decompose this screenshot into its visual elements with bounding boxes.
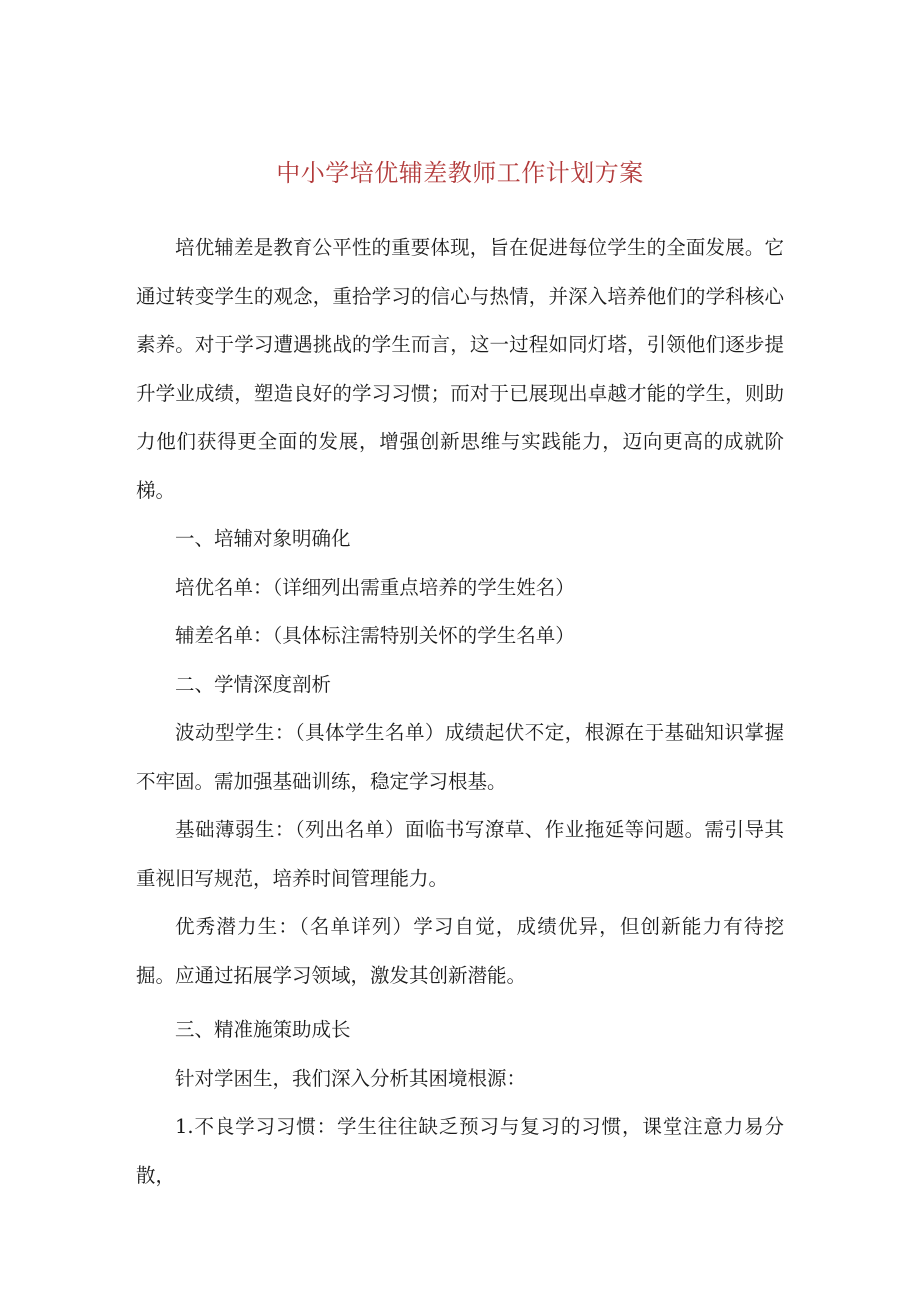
section-1-item-1: 培优名单：（详细列出需重点培养的学生姓名） bbox=[175, 575, 575, 599]
section-2-heading: 二、学情深度剖析 bbox=[175, 672, 332, 696]
section-3-heading: 三、精准施策助成长 bbox=[175, 1018, 351, 1041]
section-2-item-1: 波动型学生：（具体学生名单）成绩起伏不定，根源在于基础知识掌握不牢固。需加强基础训练，稳定学习根基。 bbox=[136, 721, 784, 793]
section-3-item-1: 针对学困生，我们深入分析其困境根源： bbox=[175, 1066, 527, 1090]
section-2-item-2: 基础薄弱生：（列出名单）面临书写潦草、作业拖延等问题。需引导其重视旧写规范，培养时间管理能力。 bbox=[136, 818, 784, 890]
section-1-heading: 一、培辅对象明确化 bbox=[175, 527, 351, 550]
intro-paragraph: 培优辅差是教育公平性的重要体现，旨在促进每位学生的全面发展。它通过转变学生的观念，重拾学习的信心与热情，并深入培养他们的学科核心素养。对于学习遭遇挑战的学生而言，这一过程如同灯塔，引领他们逐步提升学业成绩，塑造良好的学习习惯；而对于已展现出卓越才能的学生，则助力他们获得更全面的发展，增强创新思维与实践能力，迈向更高的成就阶梯。 bbox=[136, 236, 784, 502]
document-title: 中小学培优辅差教师工作计划方案 bbox=[276, 159, 644, 187]
section-3-item-2: 1.不良学习习惯：学生往往缺乏预习与复习的习惯，课堂注意力易分散， bbox=[136, 1115, 784, 1187]
section-1-item-2: 辅差名单：（具体标注需特别关怀的学生名单） bbox=[175, 624, 575, 647]
document-body bbox=[136, 224, 784, 1200]
section-2-item-3: 优秀潜力生：（名单详列）学习自觉，成绩优异，但创新能力有待挖掘。应通过拓展学习领域，激发其创新潜能。 bbox=[136, 915, 784, 987]
